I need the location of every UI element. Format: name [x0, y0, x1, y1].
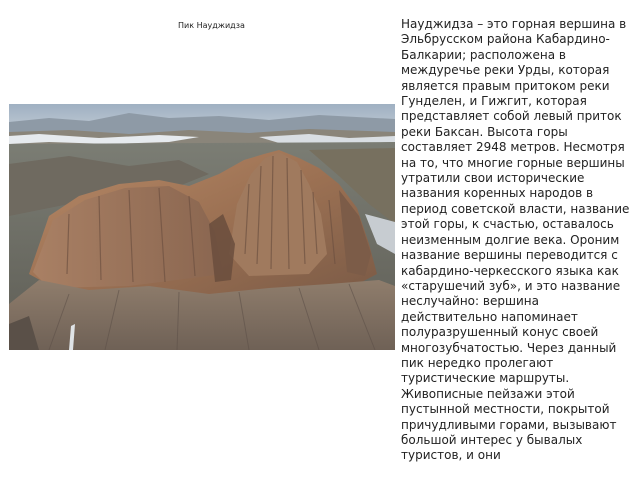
mountain-photo [9, 104, 395, 350]
article-text: Науджидза – это горная вершина в Эльбрусском района Кабардино-Балкарии; расположена в междуречье реки Урды, которая является правым притоком реки Гунделен, и Гижгит, которая представляет собой левый приток реки Баксан. Высота горы составляет 2948 метров. Несмотря на то, что многие горные вершины утратили свои исторические названия коренных народов в период советской власти, название этой горы, к счастью, оставалось неизменным долгие века. Ороним название вершины переводится с кабардино-черкесского языка как «старушечий зуб», и это название неслучайно: вершина действительно напоминает полуразрушенный конус своей многозубчатостью. Через данный пик нередко пролегают туристические маршруты. Живописные пейзажи этой пустынной местности, покрытой причудливыми горами, вызывают большой интерес у бывалых туристов, и они [401, 17, 630, 463]
photo-caption: Пик Науджидза [178, 21, 245, 30]
mountain-illustration [9, 104, 395, 350]
